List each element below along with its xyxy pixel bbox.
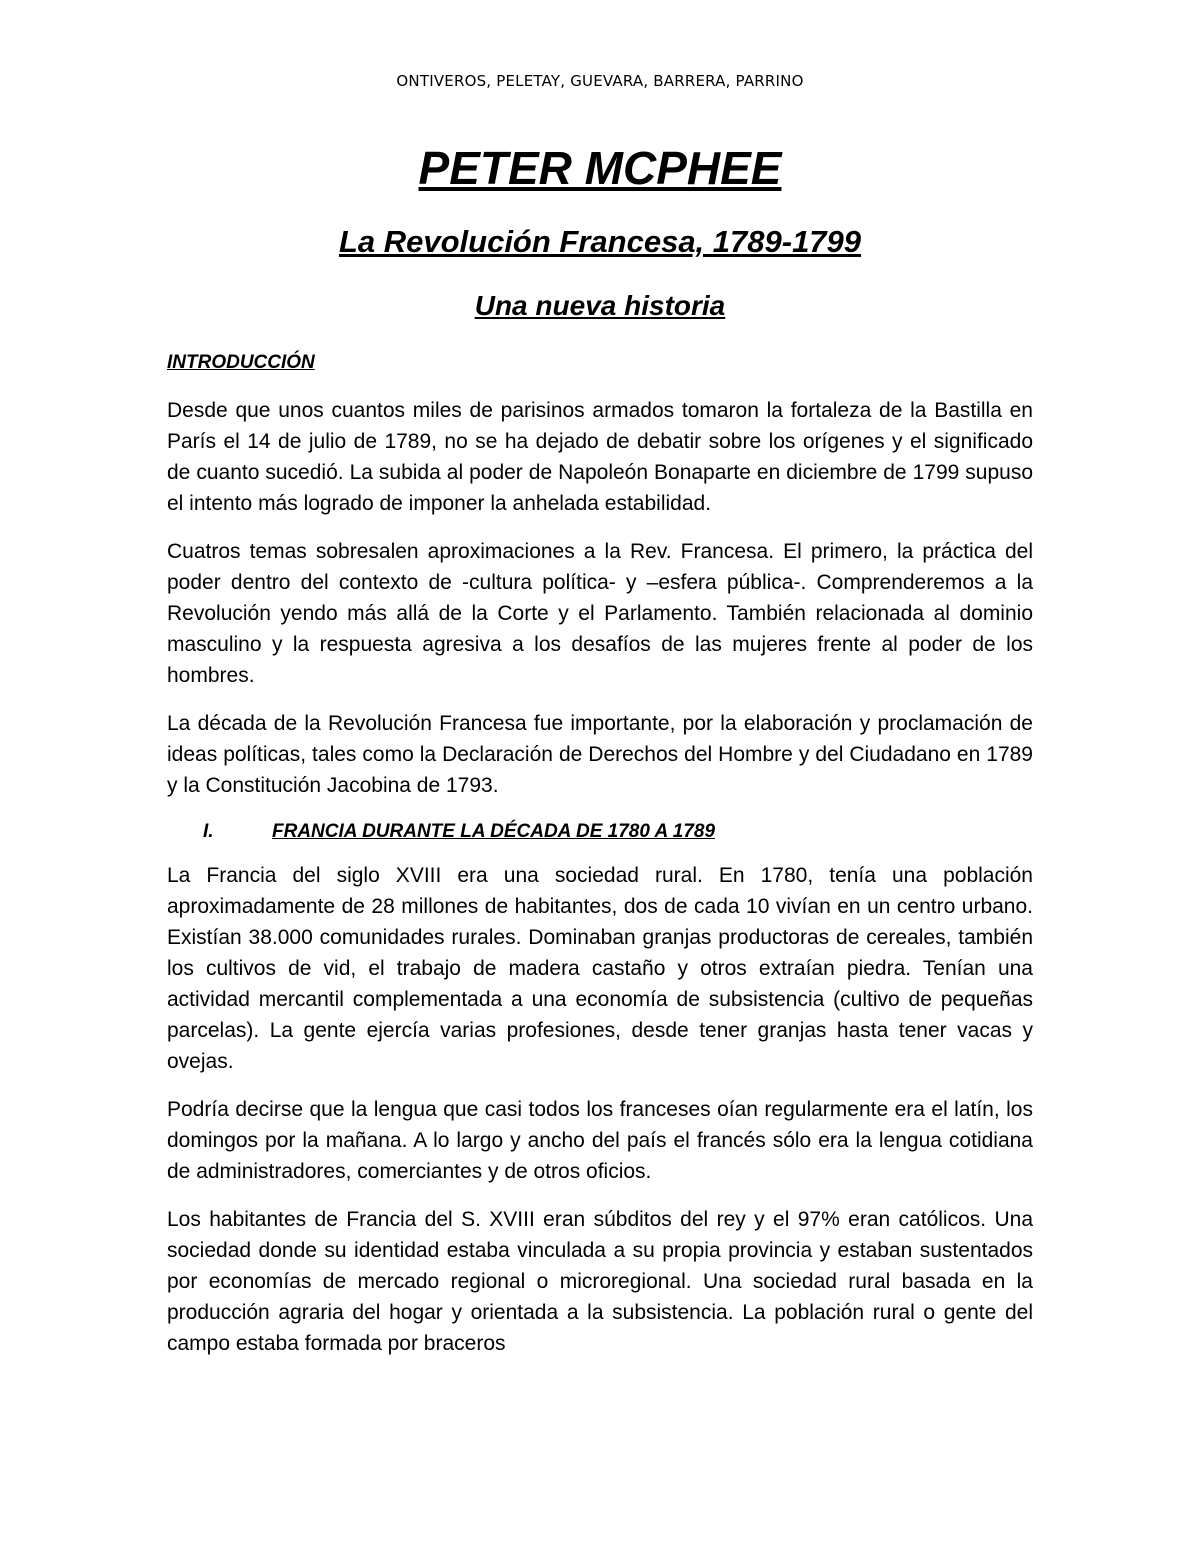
running-header-authors: ONTIVEROS, PELETAY, GUEVARA, BARRERA, PARRINO (396, 72, 804, 90)
paragraph: La década de la Revolución Francesa fue importante, por la elaboración y proclamación de ideas políticas, tales como la Declaración de Derechos del Hombre y del Ciudadano en 1789 y la Constitución Jacobina de 1793. (167, 712, 1033, 797)
paragraph: Cuatros temas sobresalen aproximaciones a la Rev. Francesa. El primero, la práctica del poder dentro del contexto de -cultura política- y –esfera pública-. Comprenderemos a la Revolución yendo más allá de la Corte y el Parlamento. También relacionada al dominio masculino y la respuesta agresiva a los desafíos de las mujeres frente al poder de los hombres. (167, 540, 1033, 687)
document-title: PETER MCPHEE (418, 142, 782, 194)
paragraph: La Francia del siglo XVIII era una sociedad rural. En 1780, tenía una población aproximadamente de 28 millones de habitantes, dos de cada 10 vivían en un centro urbano. Existían 38.000 comunidades rurales. Dominaban granjas productoras de cereales, también los cultivos de vid, el trabajo de madera castaño y otros extraían piedra. Tenían una actividad mercantil complementada a una economía de subsistencia (cultivo de pequeñas parcelas). La gente ejercía varias profesiones, desde tener granjas hasta tener vacas y ovejas. (167, 864, 1033, 1073)
section-title: FRANCIA DURANTE LA DÉCADA DE 1780 A 1789 (272, 821, 716, 842)
paragraph: Los habitantes de Francia del S. XVIII eran súbditos del rey y el 97% eran católicos. Una sociedad donde su identidad estaba vinculada a su propia provincia y estaban sustentados por economías de mercado regional o microregional. Una sociedad rural basada en la producción agraria del hogar y orientada a la subsistencia. La población rural o gente del campo estaba formada por braceros (167, 1208, 1033, 1355)
document-body (167, 349, 1033, 1376)
section-heading-francia (167, 818, 1033, 846)
paragraph: Podría decirse que la lengua que casi todos los franceses oían regularmente era el latín, los domingos por la mañana. A lo largo y ancho del país el francés sólo era la lengua cotidiana de administradores, comerciantes y de otros oficios. (167, 1098, 1033, 1183)
document-subtitle: La Revolución Francesa, 1789-1799 (338, 224, 862, 259)
section-heading-introduccion: INTRODUCCIÓN (167, 352, 315, 373)
section-number: I. (203, 821, 214, 842)
paragraph: Desde que unos cuantos miles de parisinos armados tomaron la fortaleza de la Bastilla en París el 14 de julio de 1789, no se ha dejado de debatir sobre los orígenes y el significado de cuanto sucedió. La subida al poder de Napoleón Bonaparte en diciembre de 1799 supuso el intento más logrado de imponer la anhelada estabilidad. (167, 399, 1033, 515)
document-subtitle-secondary: Una nueva historia (474, 290, 726, 321)
